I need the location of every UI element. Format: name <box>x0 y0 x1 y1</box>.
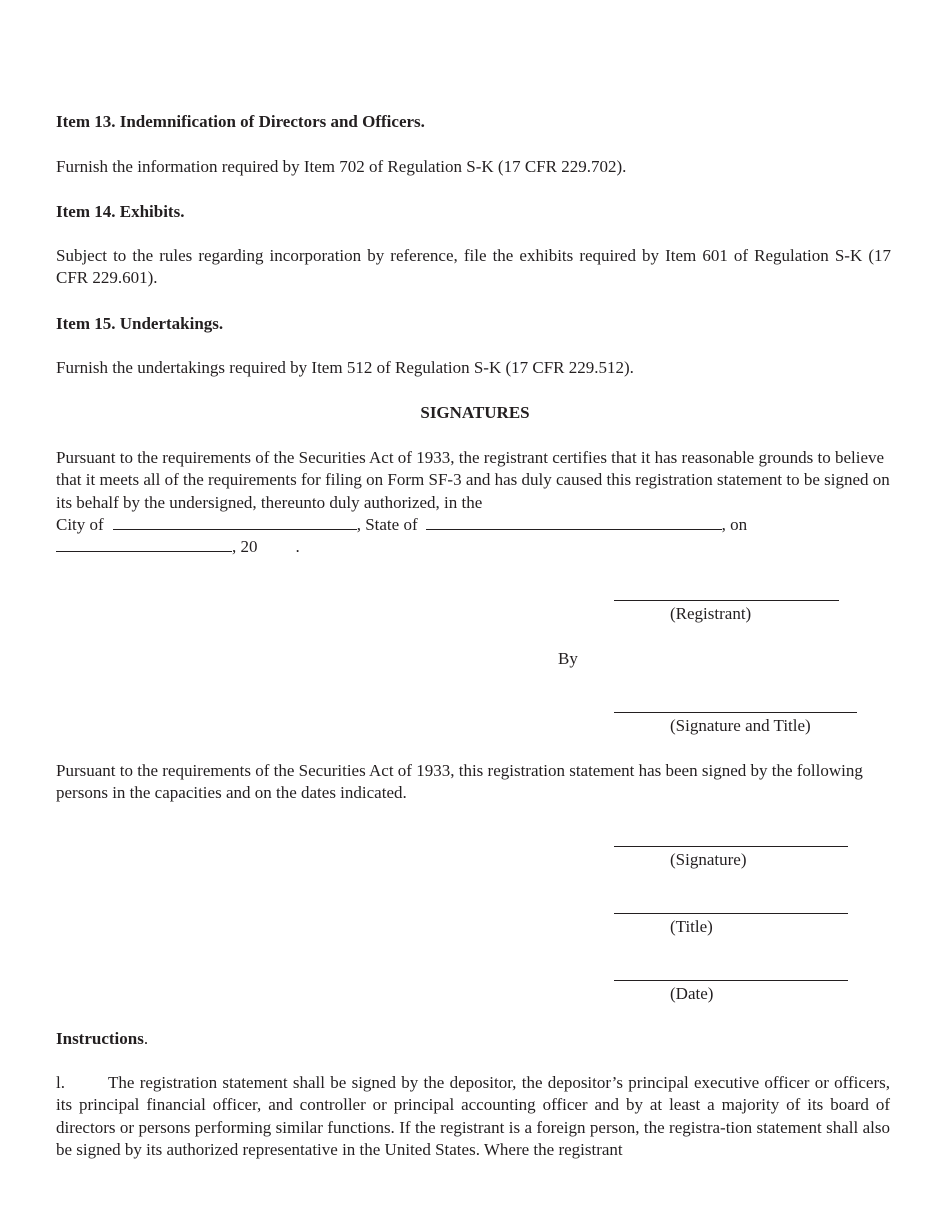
instruction-item-1-number: l. <box>56 1073 65 1092</box>
signatures-paragraph-1 <box>56 447 892 514</box>
item13-text: Furnish the information required by Item 702 of Regulation S-K (17 CFR 229.702). <box>56 157 627 176</box>
title-label: (Title) <box>670 917 713 936</box>
date-period: . <box>295 537 300 556</box>
item14-text: Subject to the rules regarding incorporation by reference, file the exhibits required by Item 601 of Regulation S-K (17 CFR 229.601). <box>56 246 891 288</box>
signatures-paragraph-2: Pursuant to the requirements of the Securities Act of 1933, this registration statement has been signed by the following persons in the capacities and on the dates indicated. <box>56 761 863 803</box>
date-blank[interactable] <box>56 537 232 552</box>
title-line[interactable] <box>614 913 848 914</box>
on-label: , on <box>721 515 748 534</box>
signature-line[interactable] <box>614 846 848 847</box>
city-state-line <box>56 514 747 536</box>
year-label: , 20 <box>232 537 258 556</box>
item14-heading: Item 14. Exhibits. <box>56 202 185 221</box>
item15-heading: Item 15. Undertakings. <box>56 314 224 333</box>
registrant-label: (Registrant) <box>670 604 752 623</box>
item13-heading: Item 13. Indemnification of Directors and Officers. <box>56 112 425 131</box>
signatures-paragraph-1-text: Pursuant to the requirements of the Securities Act of 1933, the registrant certifies that it has reasonable grounds to believe that it meets all of the requirements for filing on Form SF-3 and has duly caused this registration statement to be signed on its behalf by the undersigned, thereunto duly authorized, in the <box>56 448 890 512</box>
date-line <box>56 536 300 558</box>
date-label: (Date) <box>670 984 714 1003</box>
date-signature-line[interactable] <box>614 980 848 981</box>
signature-and-title-line[interactable] <box>614 712 857 713</box>
state-label: , State of <box>356 515 418 534</box>
instructions-heading <box>56 1028 148 1050</box>
registrant-signature-line[interactable] <box>614 600 839 601</box>
state-blank[interactable] <box>426 515 722 530</box>
signature-label: (Signature) <box>670 850 747 869</box>
signatures-title: SIGNATURES <box>420 403 530 422</box>
item15-text: Furnish the undertakings required by Item 512 of Regulation S-K (17 CFR 229.512). <box>56 358 634 377</box>
city-label: City of <box>56 515 104 534</box>
signature-and-title-label: (Signature and Title) <box>670 716 811 735</box>
instructions-heading-period: . <box>143 1029 149 1048</box>
instructions-heading-text: Instructions <box>56 1029 144 1048</box>
document-page <box>56 0 896 1230</box>
instruction-item-1-text: The registration statement shall be signed by the depositor, the depositor’s principal executive officer or officers, its principal financial officer, and controller or principal accounting officer and by at least a majority of its board of directors or persons performing similar functions. If the registrant is a foreign person, the registra-tion statement shall also be signed by its authorized representative in the United States. Where the registrant <box>56 1073 890 1160</box>
instruction-item-1 <box>56 1072 890 1162</box>
by-label: By <box>558 649 578 668</box>
city-blank[interactable] <box>113 515 357 530</box>
